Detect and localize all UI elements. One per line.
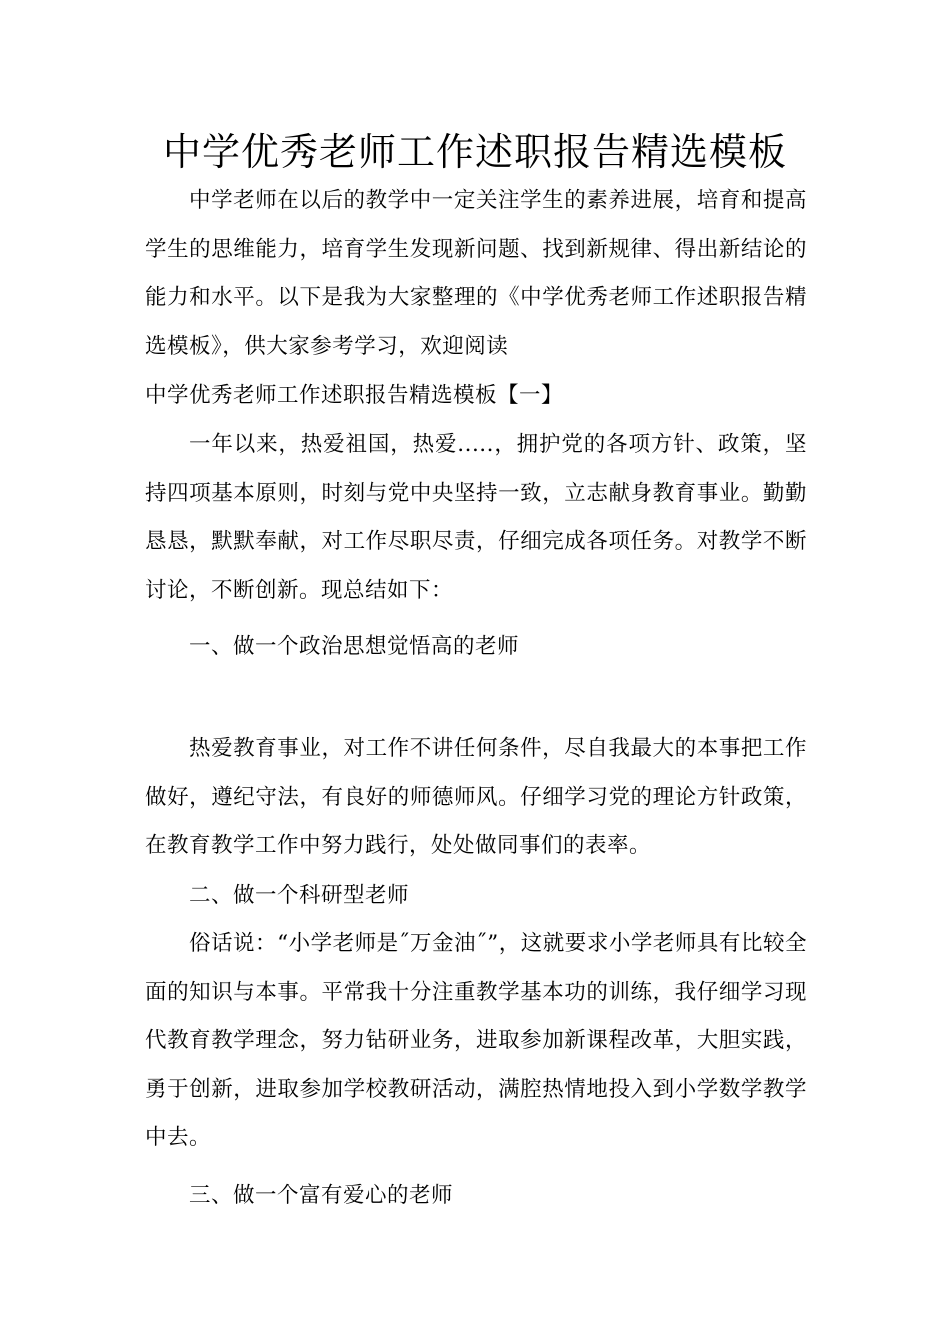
section-heading: 中学优秀老师工作述职报告精选模板【一】 <box>145 383 564 408</box>
body-paragraph-1: 一年以来，热爱祖国，热爱.....，拥护党的各项方针、政策，坚持四项基本原则，时刻与党中央坚持一致，立志献身教育事业。勤勤恳恳，默默奉献，对工作尽职尽责，仔细完成各项任务。对教学不断讨论，不断创新。现总结如下： <box>145 432 807 603</box>
body-paragraph-3: 俗话说：“小学老师是˝万金油˝”，这就要求小学老师具有比较全面的知识与本事。平常我十分注重教学基本功的训练，我仔细学习现代教育教学理念，努力钻研业务，进取参加新课程改革，大胆实践，勇于创新，进取参加学校教研活动，满腔热情地投入到小学数学教学中去。 <box>145 931 807 1150</box>
heading-research: 二、做一个科研型老师 <box>189 883 410 908</box>
heading-political: 一、做一个政治思想觉悟高的老师 <box>189 634 520 659</box>
intro-paragraph: 中学老师在以后的教学中一定关注学生的素养进展，培育和提高学生的思维能力，培育学生发现新问题、找到新规律、得出新结论的能力和水平。以下是我为大家整理的《中学优秀老师工作述职报告精选模板》，供大家参考学习，欢迎阅读 <box>145 188 807 359</box>
body-paragraph-2: 热爱教育事业，对工作不讲任何条件，尽自我最大的本事把工作做好，遵纪守法，有良好的师德师风。仔细学习党的理论方针政策，在教育教学工作中努力践行，处处做同事们的表率。 <box>145 736 807 858</box>
document-title: 中学优秀老师工作述职报告精选模板 <box>162 130 787 174</box>
heading-caring: 三、做一个富有爱心的老师 <box>189 1183 454 1208</box>
